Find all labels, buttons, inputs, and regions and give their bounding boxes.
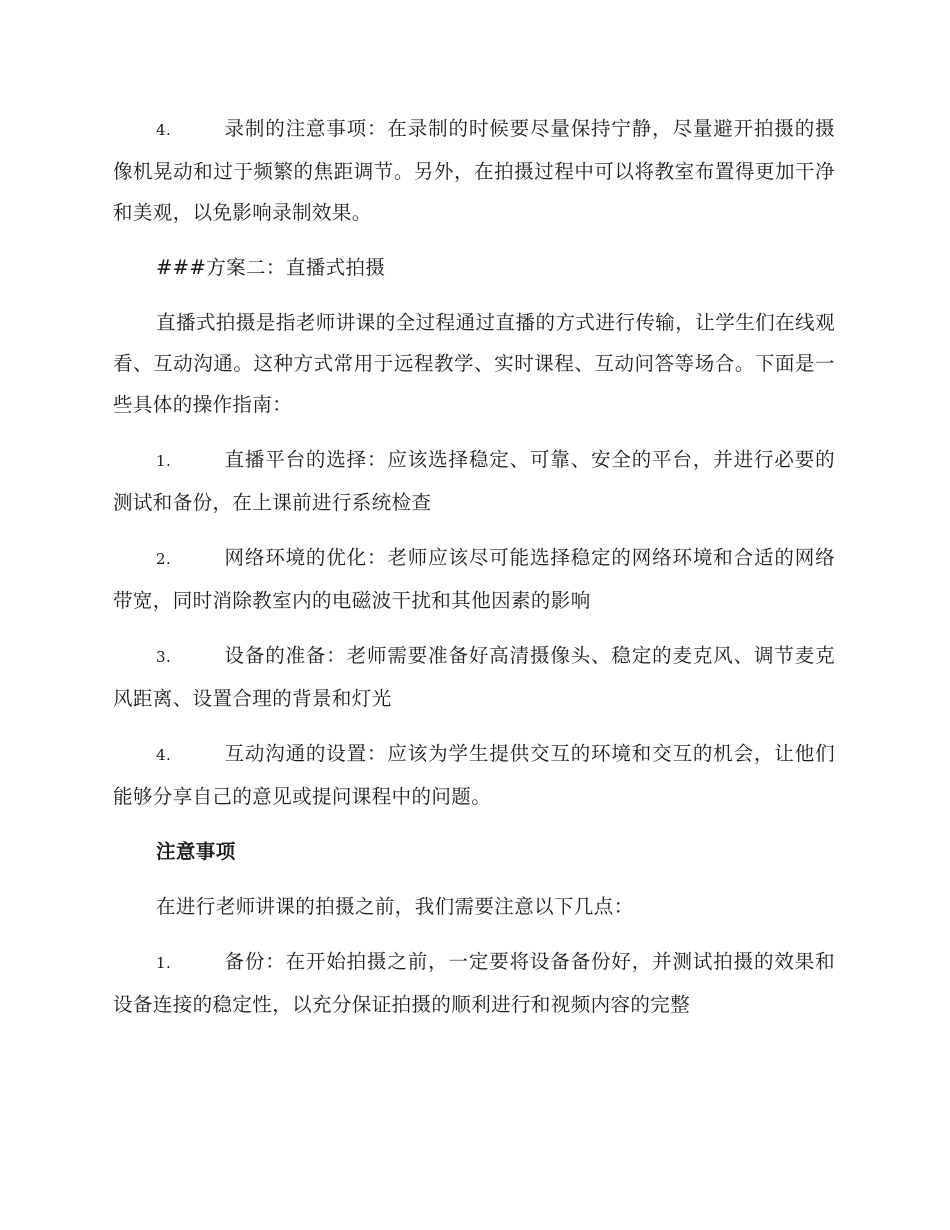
list-item-number: 1. (156, 452, 172, 470)
list-item-text: 互动沟通的设置：应该为学生提供交互的环境和交互的机会，让他们能够分享自己的意见或提问课程中的问题。 (113, 742, 835, 808)
section-title-plan-two: ###方案二：直播式拍摄 (156, 256, 386, 279)
list-item-platform (113, 439, 835, 523)
list-item-number: 3. (156, 648, 172, 666)
list-item-interaction (113, 733, 835, 817)
list-item-text: 备份：在开始拍摄之前，一定要将设备备份好，并测试拍摄的效果和设备连接的稳定性，以充分保证拍摄的顺利进行和视频内容的完整 (113, 950, 835, 1016)
list-item-text: 设备的准备：老师需要准备好高清摄像头、稳定的麦克风、调节麦克风距离、设置合理的背景和灯光 (113, 644, 835, 710)
list-item-text: 直播平台的选择：应该选择稳定、可靠、安全的平台，并进行必要的测试和备份，在上课前进行系统检查 (113, 448, 835, 514)
list-item-backup (113, 941, 835, 1025)
list-item-network (113, 537, 835, 621)
list-item-text: 网络环境的优化：老师应该尽可能选择稳定的网络环境和合适的网络带宽，同时消除教室内的电磁波干扰和其他因素的影响 (113, 546, 835, 612)
list-item-number: 4. (156, 121, 172, 139)
list-item-text: 录制的注意事项：在录制的时候要尽量保持宁静，尽量避开拍摄的摄像机晃动和过于频繁的焦距调节。另外，在拍摄过程中可以将教室布置得更加干净和美观，以免影响录制效果。 (113, 117, 835, 224)
list-item-number: 4. (156, 746, 172, 764)
section-heading-notes: 注意事项 (156, 840, 236, 863)
paragraph-live-intro: 直播式拍摄是指老师讲课的全过程通过直播的方式进行传输，让学生们在线观看、互动沟通。这种方式常用于远程教学、实时课程、互动问答等场合。下面是一些具体的操作指南： (113, 311, 835, 416)
list-item-equipment (113, 635, 835, 719)
list-item-number: 1. (156, 954, 172, 972)
list-item-recording-notes (113, 108, 835, 233)
list-item-number: 2. (156, 550, 172, 568)
document-body (113, 108, 835, 1039)
paragraph-notes-intro: 在进行老师讲课的拍摄之前，我们需要注意以下几点： (156, 895, 634, 918)
